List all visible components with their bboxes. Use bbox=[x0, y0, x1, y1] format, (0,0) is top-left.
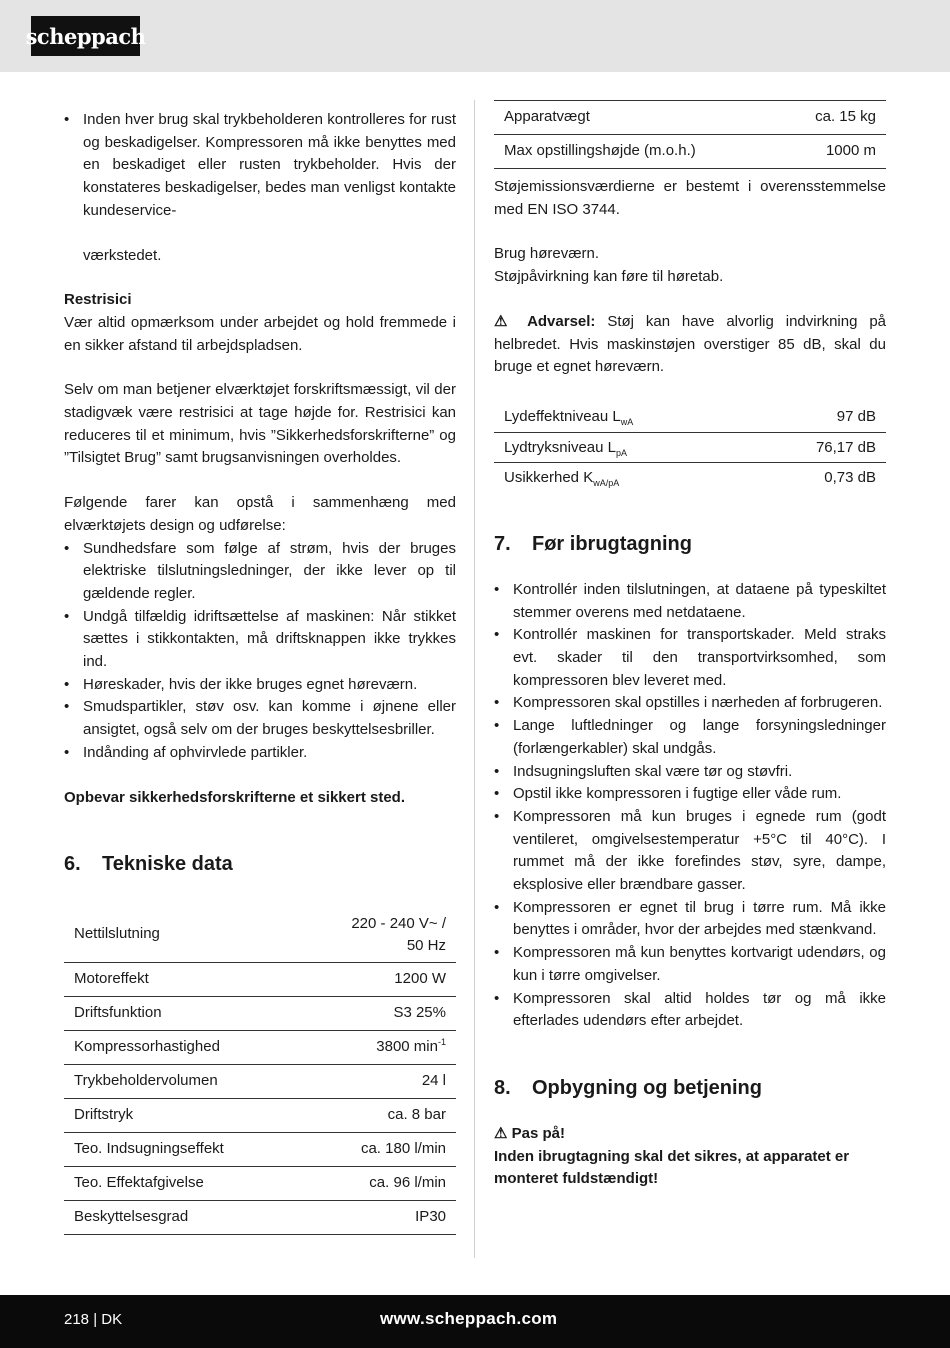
hazards-intro: Følgende farer kan opstå i sammenhæng med elværktøjets design og udførelse: bbox=[64, 494, 456, 534]
table-row: Nettilslutning 220 - 240 V~ / 50 Hz bbox=[64, 907, 456, 962]
right-column bbox=[494, 100, 886, 1191]
table-row: Teo. Effektafgivelse ca. 96 l/min bbox=[64, 1166, 456, 1200]
website-link[interactable]: www.scheppach.com bbox=[380, 1309, 558, 1328]
table-row: Beskyttelsesgrad IP30 bbox=[64, 1200, 456, 1234]
column-divider bbox=[474, 100, 475, 1258]
list-item: • Kompressoren skal opstilles i nærheden af forbrugeren. bbox=[494, 692, 886, 715]
table-row: Trykbeholdervolumen 24 l bbox=[64, 1064, 456, 1098]
list-item: • Smudspartikler, støv osv. kan komme i øjnene eller ansigtet, også selv om der bruges beskyttelsesbriller. bbox=[64, 696, 456, 741]
list-item: • Undgå tilfældig idriftsættelse af maskinen: Når stikket sættes i stikkontakten, må driftsknappen ikke trykkes ind. bbox=[64, 606, 456, 674]
left-column bbox=[64, 109, 456, 1235]
noise-values-table bbox=[494, 403, 886, 493]
page-header bbox=[0, 0, 950, 72]
page-footer bbox=[0, 1295, 950, 1348]
restrisici-heading: Restrisici bbox=[64, 291, 132, 309]
paragraph: Vær altid opmærksom under arbejdet og hold fremmede i en sikker afstand til arbejdspladsen. bbox=[64, 313, 456, 354]
hazards-list bbox=[64, 538, 456, 765]
list-item: • Indånding af ophvirvlede partikler. bbox=[64, 742, 456, 765]
list-item: • Kompressoren er egnet til brug i tørre rum. Må ikke benyttes i områder, hvor der arbejdes med stænkvand. bbox=[494, 897, 886, 942]
list-item: • Sundhedsfare som følge af strøm, hvis der bruges elektriske tilslutningsledninger, der ikke lever op til gældende regler. bbox=[64, 538, 456, 606]
section-8-heading: 8. Opbygning og betjening bbox=[494, 1076, 762, 1099]
list-item: • Lange luftledninger og lange forsyningsledninger (forlængerkabler) skal undgås. bbox=[494, 715, 886, 760]
table-row: Driftsfunktion S3 25% bbox=[64, 996, 456, 1030]
list-item: • Kontrollér inden tilslutningen, at dataene på typeskiltet stemmer overens med netdataene. bbox=[494, 579, 886, 624]
paragraph: Selv om man betjener elværktøjet forskriftsmæssigt, vil der stadigvæk være restrisici at tage højde for. Restrisici kan reduceres til et minimum, hvis ”Sikkerhedsforskrifterne” og ”Tilsigtet Brug” samt brugsanvisningen overholdes. bbox=[64, 381, 456, 467]
hearing-loss-text: Støjpåvirkning kan føre til høretab. bbox=[494, 268, 724, 286]
table-row: Motoreffekt 1200 W bbox=[64, 962, 456, 996]
tech-data-table bbox=[64, 907, 456, 1235]
list-item: • Høreskader, hvis der ikke bruges egnet høreværn. bbox=[64, 674, 456, 697]
list-item: • Indsugningsluften skal være tør og støvfri. bbox=[494, 761, 886, 784]
caution-heading: ⚠ Pas på! bbox=[494, 1124, 565, 1142]
section-6-heading: 6. Tekniske data bbox=[64, 853, 233, 876]
table-row: Apparatvægt ca. 15 kg bbox=[494, 101, 886, 135]
table-row: Driftstryk ca. 8 bar bbox=[64, 1098, 456, 1132]
scheppach-logo: scheppach bbox=[31, 16, 140, 56]
table-row: Lydtryksniveau $L_{pA}$ 76,17 dB bbox=[494, 433, 886, 463]
bullet-continuation: værkstedet. bbox=[83, 246, 162, 264]
weight-altitude-table bbox=[494, 100, 886, 169]
table-row: Usikkerhed $K_{wA/pA}$ 0,73 dB bbox=[504, 468, 876, 488]
before-use-list bbox=[494, 579, 886, 1033]
table-row: Lydeffektniveau $L_{wA}$ 97 dB bbox=[494, 403, 886, 433]
list-item: • Kompressoren må kun benyttes kortvarigt udendørs, og kun i tørre omgivelser. bbox=[494, 942, 886, 987]
table-row: Teo. Indsugningseffekt ca. 180 l/min bbox=[64, 1132, 456, 1166]
noise-warning: ⚠ Advarsel: Støj kan have alvorlig indvirkning på helbredet. Hvis maskinstøjen overstiger 85 dB, skal du bruge et egnet høreværn. bbox=[494, 312, 887, 376]
store-note: Opbevar sikkerhedsforskrifterne et sikkert sted. bbox=[64, 788, 405, 806]
section-7-heading: 7. Før ibrugtagning bbox=[494, 532, 692, 555]
list-item: • Inden hver brug skal trykbeholderen kontrolleres for rust og beskadigelser. Kompressoren må ikke benyttes med en beskadiget eller rusten trykbeholder. Hvis der konstateres beskadigelser, bedes man venligst kontakte kundeservice- bbox=[64, 109, 456, 223]
list-item: • Opstil ikke kompressoren i fugtige eller våde rum. bbox=[494, 783, 886, 806]
table-row: Kompressorhastighed 3800 $\min^{-1}$ bbox=[64, 1030, 456, 1064]
table-row: Max opstillingshøjde (m.o.h.) 1000 m bbox=[494, 135, 886, 169]
caution-text: Inden ibrugtagning skal det sikres, at apparatet er monteret fuldstændigt! bbox=[494, 1147, 850, 1188]
hearing-protection-text: Brug høreværn. bbox=[494, 245, 600, 263]
list-item: • Kompressoren skal altid holdes tør og må ikke efterlades udendørs efter arbejdet. bbox=[494, 988, 886, 1033]
warning-triangle-icon: ⚠ bbox=[494, 1124, 508, 1142]
noise-statement: Støjemissionsværdierne er bestemt i overensstemmelse med EN ISO 3744. bbox=[494, 178, 886, 218]
page-number: 218 | DK bbox=[64, 1311, 123, 1328]
warning-triangle-icon: ⚠ bbox=[494, 312, 516, 330]
list-item: • Kompressoren må kun bruges i egnede rum (godt ventileret, omgivelsestemperatur +5°C til 40°C). I rummet må der ikke forefindes støv, syre, dampe, eksplosive eller brændbare gasser. bbox=[494, 806, 886, 897]
list-item: • Kontrollér maskinen for transportskader. Meld straks evt. skader til den transportvirksomhed, som kompressoren blev leveret med. bbox=[494, 624, 886, 692]
